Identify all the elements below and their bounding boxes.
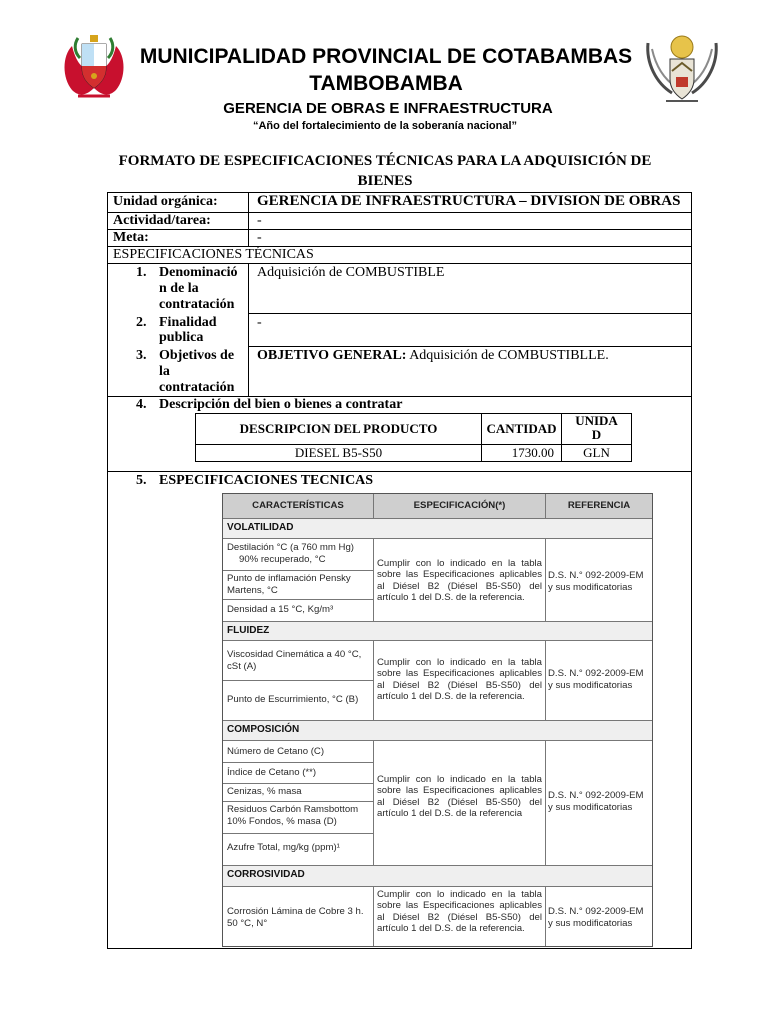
item4-number: 4. [136,397,147,412]
product-quantity-cell: 1730.00 [511,445,554,460]
technical-spec-table [222,493,653,947]
item3-label-line3: contratación [159,380,235,395]
com-specification: Cumplir con lo indicado en la tabla sobre las Especificaciones aplicables al Diésel B2 (Diésel B5-S50) del artículo 1 del D.S. de la referencia [377,774,542,820]
form-title-line1: FORMATO DE ESPECIFICACIONES TÉCNICAS PARA LA ADQUISICIÓN DE [118,153,652,169]
item3-number: 3. [136,348,147,363]
flu-specification: Cumplir con lo indicado en la tabla sobre las Especificaciones aplicables al Diésel B2 (Diésel B5-S50) del artículo 1 del D.S. de la referencia. [377,657,542,703]
item1-number: 1. [136,265,147,280]
category-fluidez: FLUIDEZ [227,625,270,636]
cor-reference-line2: y sus modificatorias [548,918,633,929]
product-description-cell: DIESEL B5-S50 [294,445,383,460]
spec-header-characteristics: CARACTERÍSTICAS [252,500,344,511]
cotabambas-crest-logo [642,27,722,107]
actividad-value: - [257,213,262,228]
category-composicion: COMPOSICIÓN [227,724,300,735]
item1-label-line1: Denominació [159,265,238,280]
com-ash: Cenizas, % masa [227,786,302,797]
peru-coat-of-arms-logo [58,32,130,104]
com-cetane-number: Número de Cetano (C) [227,746,325,757]
item1-value: Adquisición de COMBUSTIBLE [257,265,445,280]
spec-header-reference: REFERENCIA [567,500,631,511]
actividad-label: Actividad/tarea: [113,213,211,228]
product-header-unit-line2: D [591,427,602,442]
year-motto: “Año del fortalecimiento de la soberanía nacional” [252,120,518,132]
category-corrosividad: CORROSIVIDAD [227,869,305,880]
product-unit-cell: GLN [583,445,610,460]
com-reference-line2: y sus modificatorias [548,802,633,813]
product-header-quantity: CANTIDAD [486,421,557,436]
vol-density: Densidad a 15 °C, Kg/m³ [227,604,334,615]
especificaciones-heading: ESPECIFICACIONES TÉCNICAS [113,247,314,262]
vol-distillation-line1: Destilación °C (a 760 mm Hg) [227,542,354,553]
item5-label: ESPECIFICACIONES TECNICAS [159,473,374,488]
vol-flash-line2: Martens, °C [227,585,278,596]
department-name: GERENCIA DE OBRAS E INFRAESTRUCTURA [223,100,553,117]
item3-label-line2: la [159,364,170,379]
unidad-organica-label: Unidad orgánica: [113,194,218,209]
item4-label: Descripción del bien o bienes a contratar [159,397,403,412]
flu-pour-point: Punto de Escurrimiento, °C (B) [227,694,359,705]
cor-copper-line1: Corrosión Lámina de Cobre 3 h. [227,906,364,917]
vol-specification: Cumplir con lo indicado en la tabla sobre las Especificaciones aplicables al Diésel B2 (Diésel B5-S50) del artículo 1 del D.S. de la referencia. [377,558,542,604]
item5-number: 5. [136,473,147,488]
spec-category-band [223,621,652,640]
meta-label: Meta: [113,230,149,245]
product-header-description: DESCRIPCION DEL PRODUCTO [239,421,438,436]
vol-distillation-line2: 90% recuperado, °C [239,554,326,565]
municipality-name-line2: TAMBOBAMBA [309,72,463,95]
com-reference-line1: D.S. N.° 092-2009-EM [548,790,644,801]
item1-label-line2: n de la [159,281,199,296]
com-cetane-index: Índice de Cetano (**) [227,767,317,778]
cor-copper-line2: 50 °C, N° [227,918,268,929]
item2-label-line2: publica [159,330,204,345]
item2-value: - [257,315,262,330]
item3-value-text: Adquisición de COMBUSTIBLLE. [406,348,609,363]
spec-header-specification: ESPECIFICACIÓN(*) [413,500,506,511]
municipality-name-line1: MUNICIPALIDAD PROVINCIAL DE COTABAMBAS [139,45,633,68]
item3-value-bold: OBJETIVO GENERAL: [257,348,407,363]
flu-reference-line1: D.S. N.° 092-2009-EM [548,668,644,679]
com-carbon-line1: Residuos Carbón Ramsbottom [227,804,359,815]
product-header-unit-line1: UNIDA [575,413,618,428]
flu-viscosity-line1: Viscosidad Cinemática a 40 °C, [227,649,362,660]
vol-reference-line1: D.S. N.° 092-2009-EM [548,570,644,581]
category-volatilidad: VOLATILIDAD [227,522,294,533]
unidad-organica-value: GERENCIA DE INFRAESTRUCTURA – DIVISION DE OBRAS [257,193,681,209]
vol-reference-line2: y sus modificatorias [548,582,633,593]
flu-reference-line2: y sus modificatorias [548,680,633,691]
vol-flash-line1: Punto de inflamación Pensky [227,573,351,584]
com-sulfur: Azufre Total, mg/kg (ppm)¹ [227,842,340,853]
cor-specification: Cumplir con lo indicado en la tabla sobre las Especificaciones aplicables al Diésel B2 (Diésel B5-S50) del artículo 1 del D.S. de la referencia. [377,889,542,935]
item3-label-line1: Objetivos de [159,348,235,363]
item2-label-line1: Finalidad [159,315,217,330]
flu-viscosity-line2: cSt (A) [227,661,257,672]
com-carbon-line2: 10% Fondos, % masa (D) [227,816,337,827]
item2-number: 2. [136,315,147,330]
item3-value [257,348,609,364]
meta-value: - [257,230,262,245]
item1-label-line3: contratación [159,297,235,312]
form-title-line2: BIENES [357,173,413,189]
cor-reference-line1: D.S. N.° 092-2009-EM [548,906,644,917]
